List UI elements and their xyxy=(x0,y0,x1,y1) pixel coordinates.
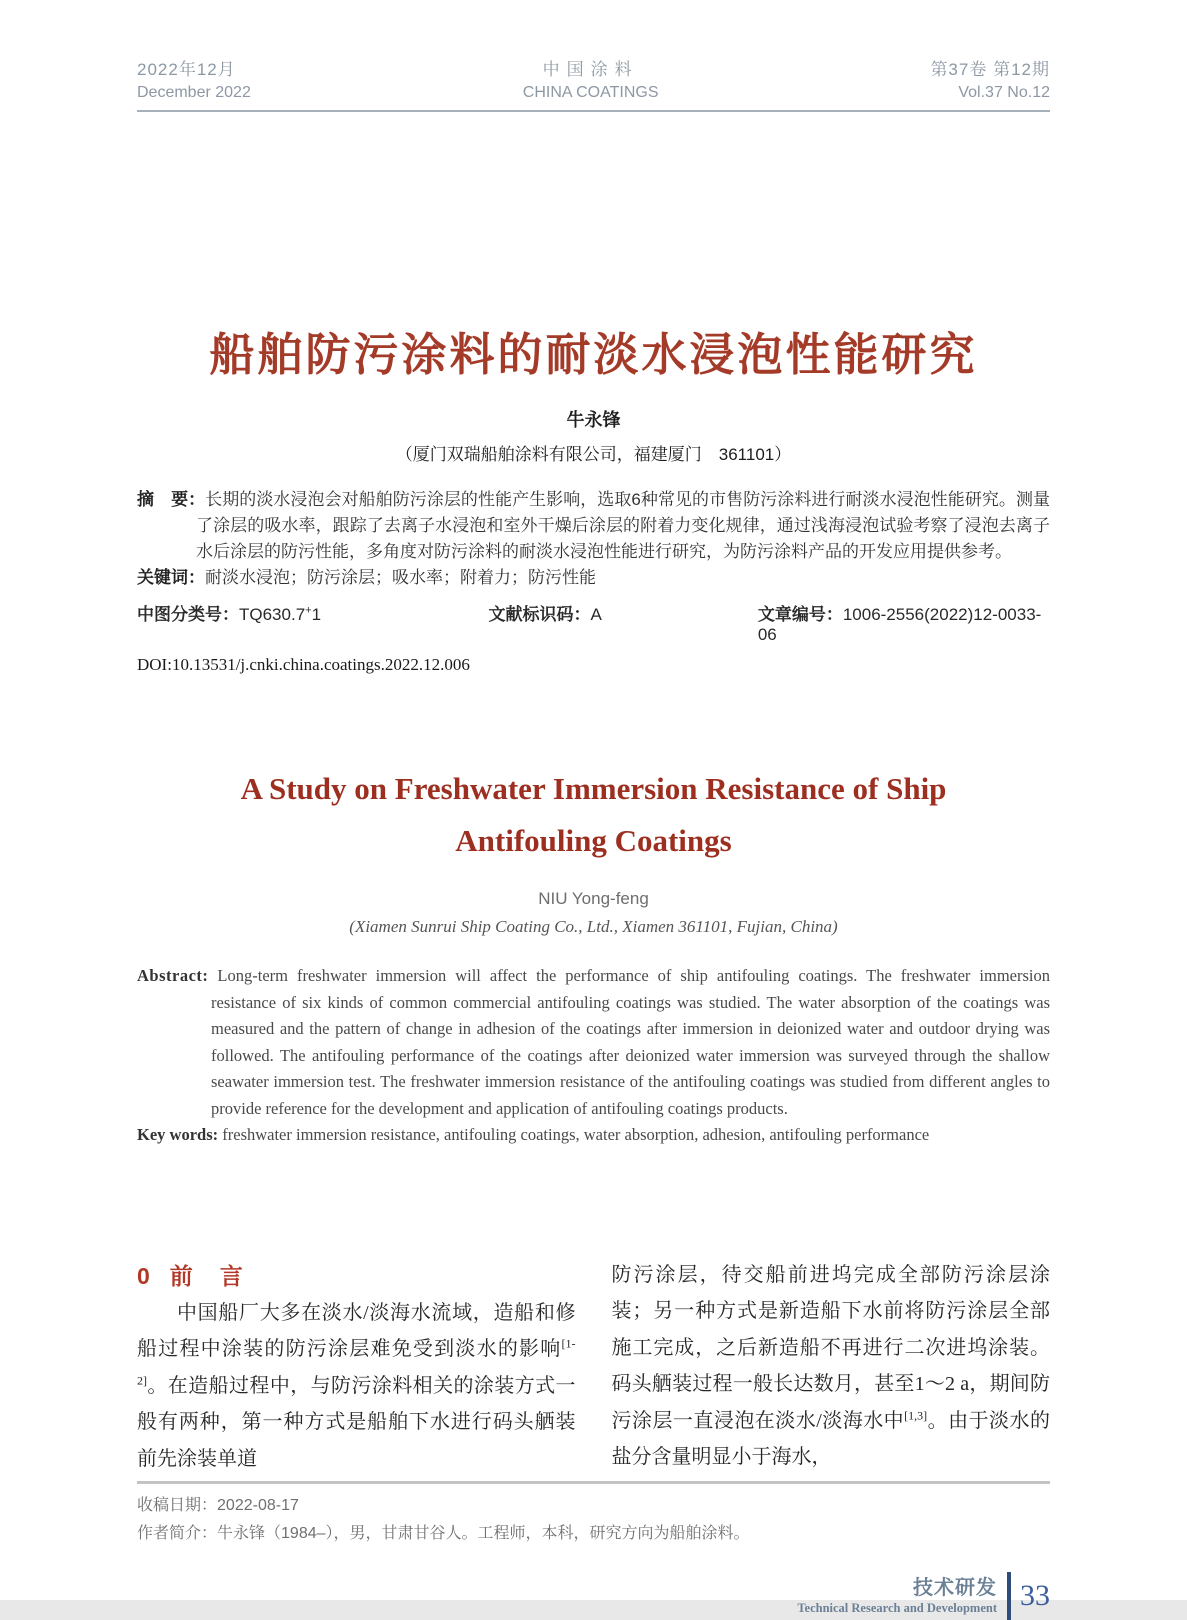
article-id-value: 1006-2556(2022)12-0033-06 xyxy=(757,605,1042,644)
article-title-en-line2: Antifouling Coatings xyxy=(455,823,732,858)
received-date-label: 收稿日期： xyxy=(137,1497,218,1514)
section-heading-0 xyxy=(137,1257,576,1295)
section-title: 前 言 xyxy=(169,1262,245,1289)
volume-issue-en: Vol.37 No.12 xyxy=(958,84,1050,101)
author-name-cn: 牛永锋 xyxy=(566,410,621,430)
keywords-en xyxy=(137,1122,1050,1149)
keywords-cn-text: 耐淡水浸泡；防污涂层；吸水率；附着力；防污性能 xyxy=(205,568,596,587)
article-title-en-line1: A Study on Freshwater Immersion Resistance of Ship xyxy=(240,771,947,806)
doi: DOI:10.13531/j.cnki.china.coatings.2022.12.006 xyxy=(137,655,470,674)
footnote-block xyxy=(137,1481,1050,1548)
body-column-left xyxy=(137,1257,576,1478)
page-footer xyxy=(137,1572,1050,1620)
keywords-cn xyxy=(137,565,1050,591)
abstract-en-label: Abstract: xyxy=(137,966,209,985)
masthead-divider xyxy=(137,110,1050,112)
abstract-cn xyxy=(137,487,1050,565)
clc-value: TQ630.7 xyxy=(239,605,306,624)
clc-superscript: + xyxy=(305,604,312,617)
article-body xyxy=(137,1257,1050,1478)
journal-name-en: CHINA COATINGS xyxy=(522,84,659,101)
journal-name-cn: 中国涂料 xyxy=(542,60,639,79)
masthead-journal-name xyxy=(523,58,659,104)
citation-ref-1: [1-2] xyxy=(137,1336,576,1387)
journal-masthead xyxy=(137,58,1050,104)
clc-number xyxy=(137,600,489,645)
section-number: 0 xyxy=(137,1262,150,1289)
abstract-en xyxy=(137,963,1050,1122)
author-bio-value: 牛永锋（1984–），男，甘肃甘谷人。工程师，本科，研究方向为船舶涂料。 xyxy=(217,1525,750,1542)
affiliation-cn: （厦门双瑞船舶涂料有限公司，福建厦门 361101） xyxy=(395,445,792,464)
classification-row xyxy=(137,600,1050,645)
body-paragraph-right xyxy=(612,1257,1051,1476)
masthead-volume-issue xyxy=(930,58,1050,104)
column-section-labels xyxy=(797,1576,997,1617)
page-number: 33 xyxy=(1020,1579,1050,1612)
column-section-cn: 技术研发 xyxy=(913,1576,997,1599)
issue-date-en: December 2022 xyxy=(137,84,251,101)
body-column-right xyxy=(612,1257,1051,1478)
article-title-en xyxy=(137,763,1050,867)
document-code-value: A xyxy=(590,605,602,624)
keywords-cn-label: 关键词： xyxy=(137,568,205,587)
author-bio-label: 作者简介： xyxy=(137,1525,218,1542)
author-bio xyxy=(137,1520,1050,1548)
article-id-label: 文章编号： xyxy=(757,605,843,624)
clc-label: 中图分类号： xyxy=(137,605,239,624)
column-section-en: Technical Research and Development xyxy=(797,1600,997,1615)
body-paragraph-left xyxy=(137,1295,576,1478)
masthead-issue-date xyxy=(137,58,251,104)
received-date xyxy=(137,1492,1050,1520)
abstract-cn-label: 摘 要： xyxy=(137,490,206,509)
citation-ref-2: [1,3] xyxy=(904,1407,928,1422)
affiliation-en: (Xiamen Sunrui Ship Coating Co., Ltd., Xiamen 361101, Fujian, China) xyxy=(349,917,838,936)
body-left-text-2: 。在造船过程中，与防污涂料相关的涂装方式一般有两种，第一种方式是船舶下水进行码头舾装前先涂装单道 xyxy=(137,1374,576,1470)
footer-divider-bar xyxy=(1007,1572,1011,1620)
body-right-text-1: 防污涂层，待交船前进坞完成全部防污涂层涂装；另一种方式是新造船下水前将防污涂层全部施工完成，之后新造船不再进行二次进坞涂装。码头舾装过程一般长达数月，甚至1～2 a，期间防污涂层一直浸泡在淡水/淡海水中 xyxy=(611,1263,1050,1432)
article-id xyxy=(758,600,1050,645)
abstract-cn-text: 长期的淡水浸泡会对船舶防污涂层的性能产生影响，选取6种常见的市售防污涂料进行耐淡水浸泡性能研究。测量了涂层的吸水率，跟踪了去离子水浸泡和室外干燥后涂层的附着力变化规律，通过浅海浸泡试验考察了浸泡去离子水后涂层的防污性能，多角度对防污涂料的耐淡水浸泡性能进行研究，为防污涂料产品的开发应用提供参考。 xyxy=(196,490,1051,561)
document-code xyxy=(489,600,758,645)
body-right-text-2: 。由于淡水的盐分含量明显小于海水， xyxy=(611,1409,1050,1468)
volume-issue-cn: 第37卷 第12期 xyxy=(930,60,1050,79)
clc-tail: 1 xyxy=(311,605,322,624)
document-code-label: 文献标识码： xyxy=(488,605,591,624)
body-left-text-1: 中国船厂大多在淡水/淡海水流域，造船和修船过程中涂装的防污涂层难免受到淡水的影响 xyxy=(137,1301,576,1360)
issue-date-cn: 2022年12月 xyxy=(137,60,236,79)
keywords-en-text: freshwater immersion resistance, antifouling coatings, water absorption, adhesion, antifouling performance xyxy=(222,1125,930,1144)
received-date-value: 2022-08-17 xyxy=(217,1497,299,1514)
keywords-en-label: Key words: xyxy=(137,1125,219,1144)
abstract-en-text: Long-term freshwater immersion will affect the performance of ship antifouling coatings. The freshwater immersion resistance of six kinds of common commercial antifouling coatings was studied. The water absorption of the coatings was measured and the pattern of change in adhesion of the coatings after immersion in deionized water and outdoor drying was followed. The antifouling performance of the coatings after deionized water immersion was surveyed through the shallow seawater immersion test. The freshwater immersion resistance of the antifouling coatings was studied from different angles to provide reference for the development and application of antifouling coatings products. xyxy=(211,966,1050,1118)
article-title-cn: 船舶防污涂料的耐淡水浸泡性能研究 xyxy=(209,329,978,380)
author-name-en: NIU Yong-feng xyxy=(538,889,649,908)
